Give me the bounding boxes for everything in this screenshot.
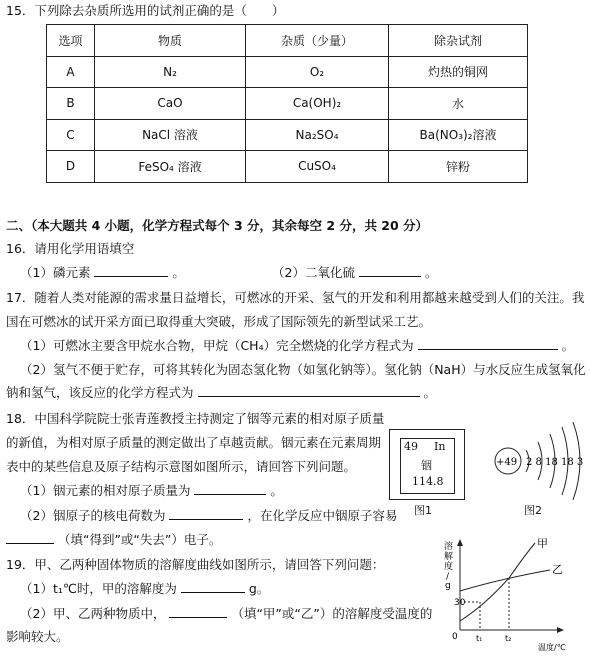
table-row <box>47 119 528 151</box>
table-row <box>47 151 528 183</box>
answer-blank[interactable] <box>169 507 243 520</box>
q16-stem: 16．请用化学用语填空 <box>6 241 135 256</box>
ylabel-char: 解 <box>444 552 454 562</box>
table-cell: O₂ <box>246 56 389 88</box>
table-cell: 锌粉 <box>389 151 528 183</box>
table-cell: B <box>47 88 95 120</box>
atomic-mass: 114.8 <box>412 475 444 488</box>
table-cell: Ca(OH)₂ <box>246 88 389 120</box>
element-symbol: In <box>434 440 446 453</box>
nucleus-charge: +49 <box>496 457 518 468</box>
q18-part1-text: （1）铟元素的相对原子质量为 <box>20 483 191 498</box>
q18-line3: 表中的某些信息及原子结构示意图如图所示，请回答下列问题。 <box>6 459 357 474</box>
q18-line2: 的新值，为相对原子质量的测定做出了卓越贡献。铟元素在元素周期 <box>6 435 382 450</box>
answer-blank[interactable] <box>198 384 420 397</box>
x-axis-arrow <box>557 627 564 633</box>
period: 。 <box>423 385 436 400</box>
series-label-jia: 甲 <box>537 537 548 550</box>
table-cell: Ba(NO₃)₂溶液 <box>389 119 528 151</box>
q17-line2: 国在可燃冰的试开采方面已取得重大突破，形成了国际领先的新型试采工艺。 <box>6 314 432 329</box>
element-name: 铟 <box>421 459 432 472</box>
x-axis-label: 温度/℃ <box>538 643 566 652</box>
q18-line1: 18．中国科学院院士张青莲教授主持测定了铟等元素的相对原子质量 <box>6 411 385 426</box>
table-cell: 灼热的铜网 <box>389 56 528 88</box>
table-cell: NaCl 溶液 <box>95 119 246 151</box>
t2-label: t₂ <box>505 634 512 643</box>
answer-blank[interactable] <box>418 337 558 350</box>
table-cell: Na₂SO₄ <box>246 119 389 151</box>
q16-part2 <box>272 264 437 282</box>
table-row <box>47 56 528 88</box>
q17-part2b <box>6 384 436 402</box>
q19-part2c: 影响较大。 <box>6 629 69 644</box>
element-cell-figure <box>389 429 465 500</box>
q16-part2-text: （2）二氧化硫 <box>272 265 355 280</box>
table-row <box>47 88 528 120</box>
answer-blank[interactable] <box>359 264 421 277</box>
q15-stem: 15．下列除去杂质所选用的试剂正确的是（ ） <box>6 3 285 18</box>
curve-jia <box>460 543 535 621</box>
q16-part1-text: （1）磷元素 <box>20 265 91 280</box>
table-cell: CaO <box>95 88 246 120</box>
q17-part2b-text: 钠和氢气，该反应的化学方程式为 <box>6 385 194 400</box>
atomic-number: 49 <box>404 440 418 453</box>
period: 。 <box>172 265 185 280</box>
q18-part2-text: （2）铟原子的核电荷数为 <box>20 508 166 523</box>
atom-structure-diagram <box>490 422 590 504</box>
figure-caption: 图2 <box>524 504 542 517</box>
q19-line1: 19．甲、乙两种固体物质的溶解度曲线如图所示，请回答下列问题： <box>6 557 385 572</box>
q18-part2c <box>6 531 221 549</box>
answer-blank[interactable] <box>6 531 54 544</box>
table-cell: CuSO₄ <box>246 151 389 183</box>
table-cell: D <box>47 151 95 183</box>
element-cell <box>400 438 455 494</box>
table-cell: FeSO₄ 溶液 <box>95 151 246 183</box>
q19-part2 <box>20 605 432 623</box>
period: 。 <box>270 483 283 498</box>
y-axis-label <box>444 540 456 591</box>
q15-table <box>46 24 528 183</box>
solubility-graph <box>440 535 585 655</box>
ylabel-char: / <box>446 572 450 582</box>
q18-part1 <box>20 482 283 500</box>
table-cell: A <box>47 56 95 88</box>
q17-line1: 17．随着人类对能源的需求量日益增长，可燃冰的开采、氢气的开发和利用都越来越受到人们的关注。我 <box>6 290 585 305</box>
q17-part1 <box>20 337 574 355</box>
table-cell: C <box>47 119 95 151</box>
q16-part1 <box>20 264 185 282</box>
table-header: 选项 <box>47 25 95 57</box>
answer-blank[interactable] <box>194 482 266 495</box>
y-axis-arrow <box>457 539 463 546</box>
table-header: 杂质（少量） <box>246 25 389 57</box>
q19-part1-text: （1）t₁℃时，甲的溶解度为 <box>20 581 177 596</box>
tick-30: 30 <box>454 598 466 608</box>
curve-yi <box>460 570 550 591</box>
table-cell: 水 <box>389 88 528 120</box>
section-title: 二、（本大题共 4 小题，化学方程式每个 3 分，其余每空 2 分，共 20 分） <box>6 218 429 233</box>
ylabel-char: 溶 <box>444 542 454 552</box>
origin-label: 0 <box>452 632 458 642</box>
q19-part1 <box>20 580 269 598</box>
q17-part1-text: （1）可燃冰主要含甲烷水合物，甲烷（CH₄）完全燃烧的化学方程式为 <box>20 338 414 353</box>
ylabel-char: g <box>445 581 451 591</box>
q18-part2 <box>20 507 397 525</box>
shell-electrons: 2 8 18 18 3 <box>526 457 584 468</box>
figure-caption: 图1 <box>414 504 432 517</box>
answer-blank[interactable] <box>94 264 168 277</box>
answer-blank[interactable] <box>169 605 227 618</box>
table-header: 除杂试剂 <box>389 25 528 57</box>
answer-blank[interactable] <box>181 580 245 593</box>
q18-part2c-text: （填“得到”或“失去”）电子。 <box>57 532 222 547</box>
table-cell: N₂ <box>95 56 246 88</box>
unit: g。 <box>248 581 270 596</box>
q19-part2-text: （2）甲、乙两种物质中， <box>20 606 166 621</box>
q17-part2: （2）氢气不便于贮存，可将其转化为固态氢化物（如氢化钠等）。氢化钠（NaH）与水反应生成氢氧化 <box>20 362 586 377</box>
q19-part2b-text: （填“甲”或“乙”）的溶解度受温度的 <box>231 606 433 621</box>
table-header-row <box>47 25 528 57</box>
table-header: 物质 <box>95 25 246 57</box>
ylabel-char: 度 <box>444 562 454 572</box>
t1-label: t₁ <box>476 634 483 643</box>
period: 。 <box>424 265 438 280</box>
period: 。 <box>561 338 575 353</box>
series-label-yi: 乙 <box>552 563 563 576</box>
q18-part2b-text: ，在化学反应中铟原子容易 <box>247 508 398 523</box>
